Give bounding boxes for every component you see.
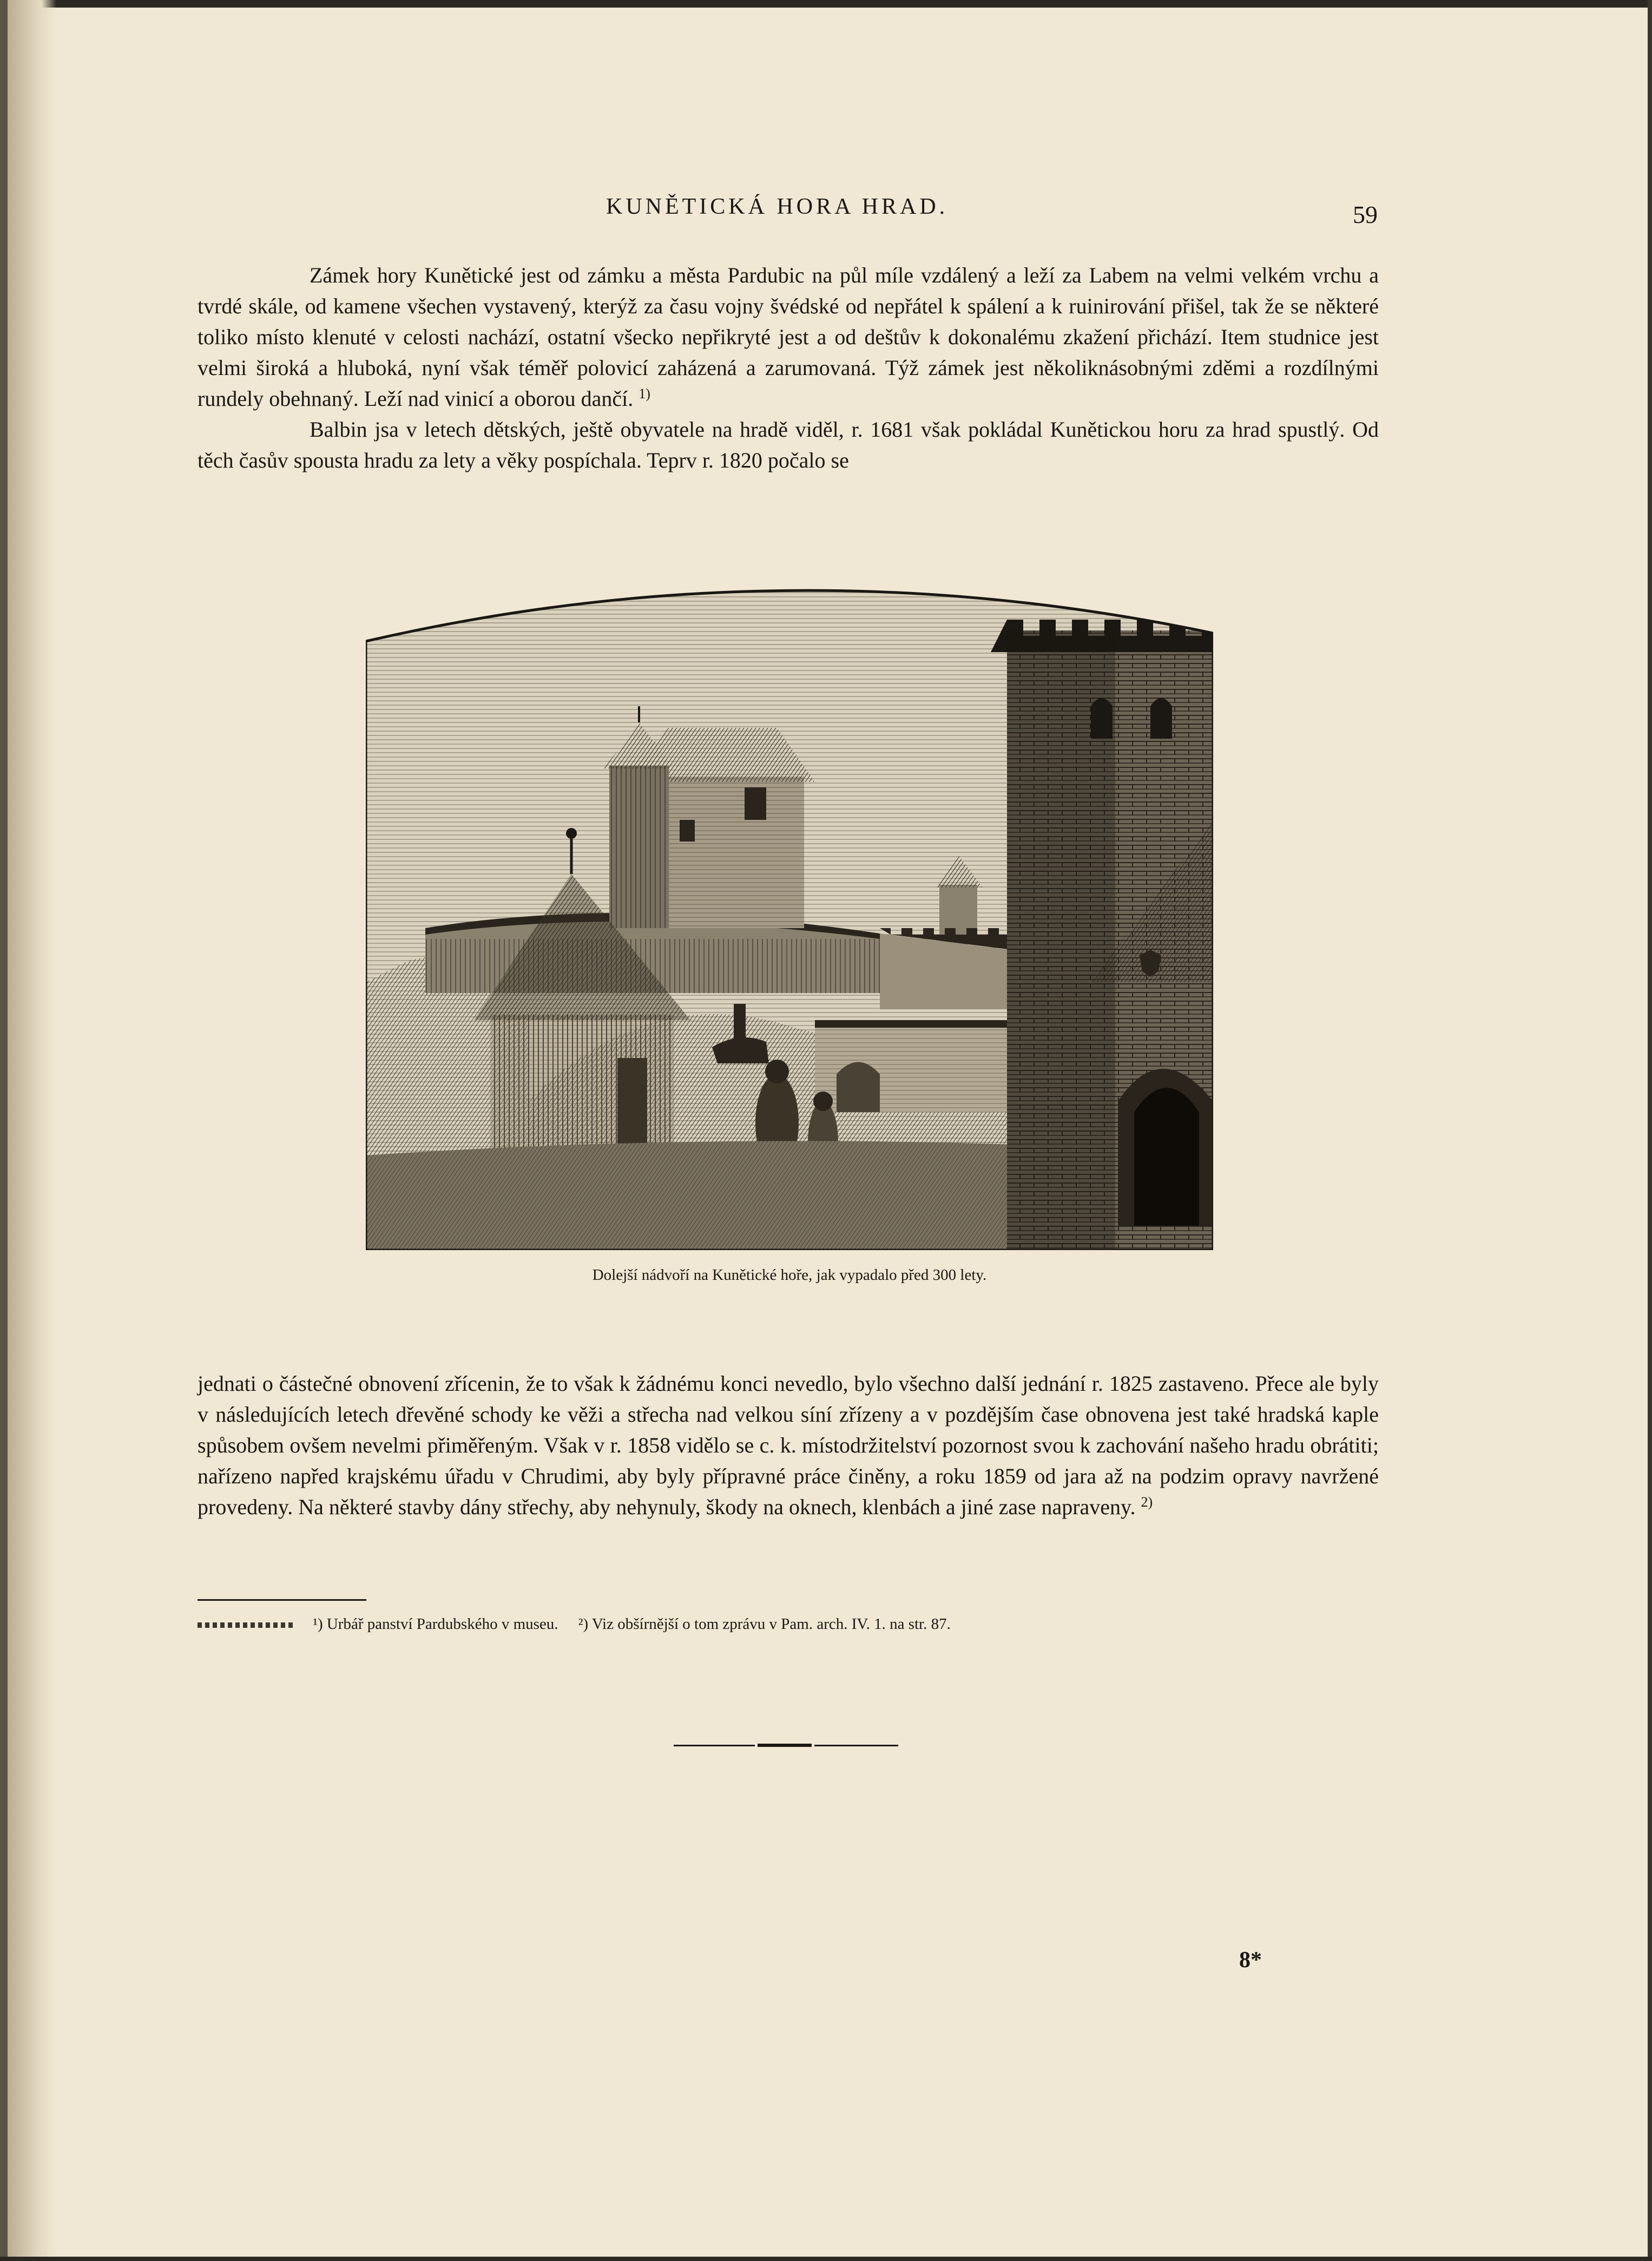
end-ornament-center [758, 1744, 812, 1747]
paragraph-3-text: jednati o částečné obnovení zřícenin, že to však k žádnému konci nevedlo, bylo všechno další jednání r. 1825 zastaveno. Přece ale byly v následujících letech dřevěné schody ke věži a střecha nad velkou síní zřízeny a v pozdějším čase obnovena jest také hradská kaple spůsobem ovšem nevelmi přiměřeným. Však v r. 1858 vidělo se c. k. místodržitelství pozornost svou k zachování našeho hradu obrátiti; nařízeno napřed krajskému úřadu v Chrudimi, aby byly přípravné práce činěny, a roku 1859 od jara až na podzim opravy navržené provedeny. Na některé stavby dány střechy, aby nehynuly, škody na oknech, klenbách a jiné zase napraveny. [198, 1371, 1379, 1519]
scan-edge-left [0, 0, 8, 2261]
paragraph-2: Balbin jsa v letech dětských, ještě obyvatele na hradě viděl, r. 1681 však pokládal Kunětickou horu za hrad spustlý. Od těch časův spousta hradu za lety a věky pospíchala. Teprv r. 1820 počalo se [198, 417, 1379, 472]
scan-edge-top [0, 0, 1652, 8]
end-ornament-right [814, 1745, 898, 1746]
footnote-ref-1: 1) [639, 386, 650, 402]
scan-edge-bottom [0, 2257, 1652, 2261]
engraving-figure [366, 560, 1213, 1250]
footnote-rule [198, 1599, 366, 1601]
signature-mark: 8* [1239, 1948, 1262, 1973]
footnote-2: ²) Viz obšírnější o tom zprávu v Pam. arch. IV. 1. na str. 87. [578, 1615, 951, 1633]
figure-caption: Dolejší nádvoří na Kunětické hoře, jak vypadalo před 300 lety. [592, 1266, 987, 1284]
end-ornament-left [674, 1745, 755, 1746]
ink-smudge [198, 1622, 295, 1628]
footnote-ref-2: 2) [1141, 1494, 1153, 1510]
running-head: KUNĚTICKÁ HORA HRAD. [606, 194, 949, 219]
paragraph-1-text: Zámek hory Kunětické jest od zámku a města Pardubic na půl míle vzdálený a leží za Labem na velmi velkém vrchu a tvrdé skále, od kamene všechen vystavený, kterýž za času vojny švédské od nepřátel k spálení a k ruinirování přišel, tak že se některé toliko místo klenuté v celosti nachází, ostatní všecko nepřikryté jest a od deštův k dokonalému zkažení přichází. Item studnice jest velmi široká a hluboká, nyní však téměř polovicí zaházená a zarumovaná. Týž zámek jest několiknásobnými zděmi a rozdílnými rundely obehnaný. Leží nad vinicí a oborou dančí. [198, 263, 1379, 411]
scan-edge-right [1648, 0, 1652, 2261]
body-text-top [198, 260, 1379, 476]
castle-courtyard-engraving [366, 560, 1213, 1250]
paragraph-1 [198, 260, 1379, 414]
footnote-1: ¹) Urbář panství Pardubského v museu. [313, 1615, 558, 1633]
body-text-bottom [198, 1368, 1379, 1522]
page-number: 59 [1353, 201, 1378, 228]
paragraph-3 [198, 1368, 1379, 1522]
footnotes [198, 1615, 1280, 1633]
book-gutter-shadow [8, 0, 56, 2261]
